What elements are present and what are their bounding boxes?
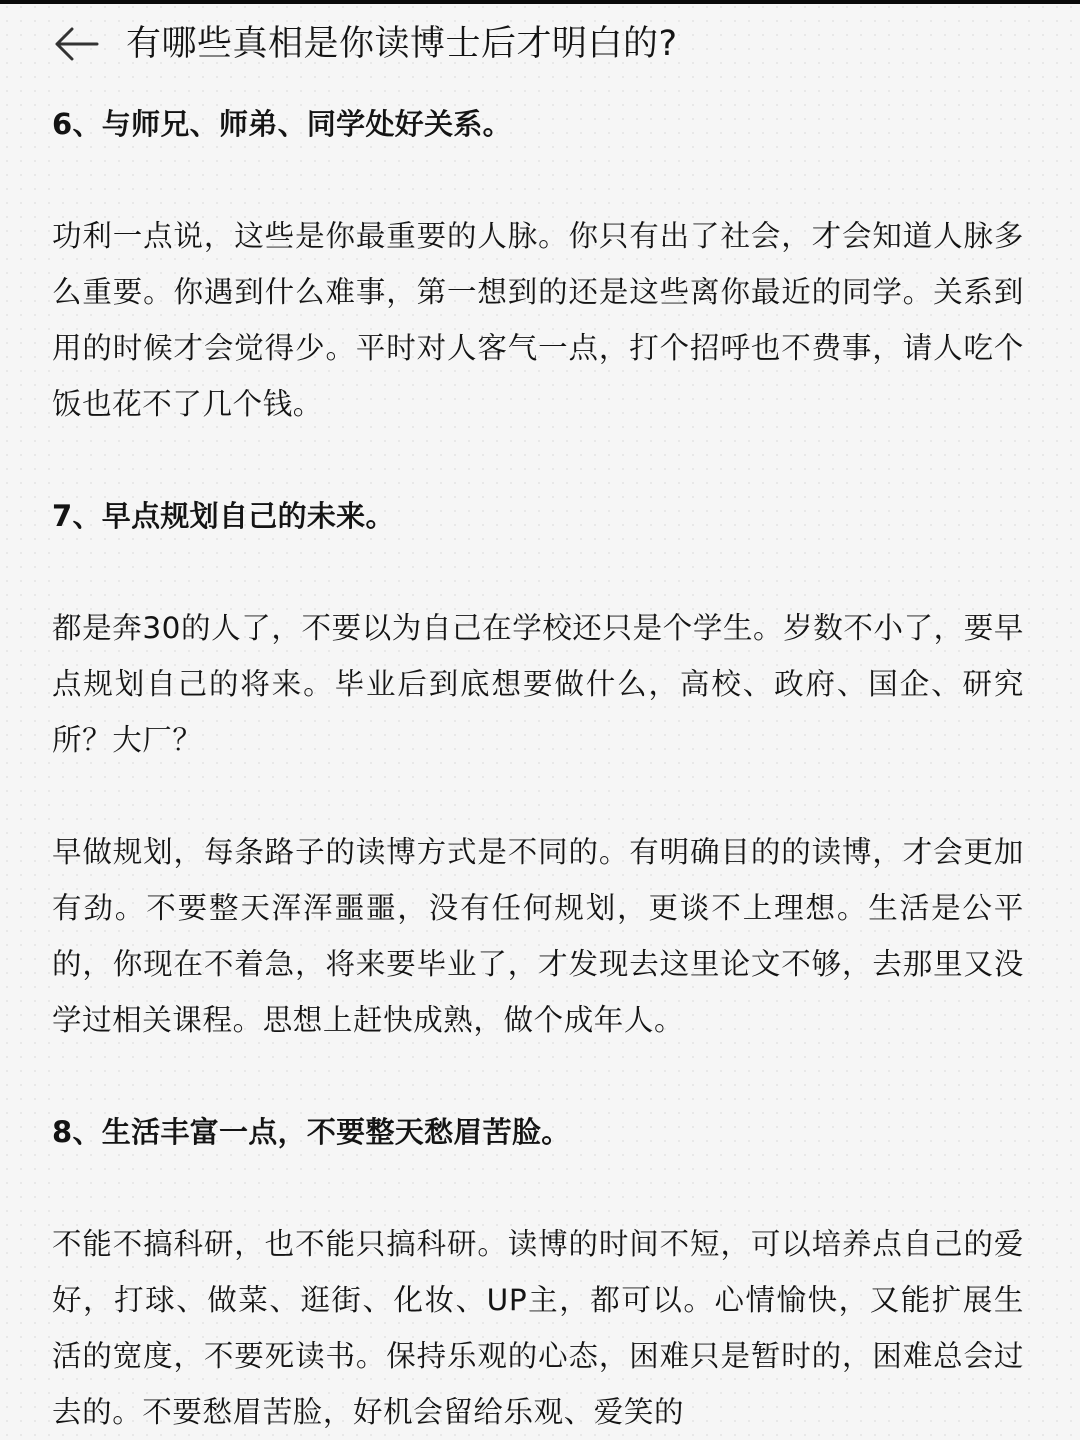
article-body xyxy=(52,96,1024,1440)
section-7-paragraph-1: 都是奔30的人了，不要以为自己在学校还只是个学生。岁数不小了，要早点规划自己的将来。毕业后到底想要做什么，高校、政府、国企、研究所？大厂？ xyxy=(52,611,1024,757)
section-heading-8: 8、生活丰富一点，不要整天愁眉苦脸。 xyxy=(52,1115,571,1149)
back-arrow-icon xyxy=(53,27,99,61)
section-6-paragraph-1: 功利一点说，这些是你最重要的人脉。你只有出了社会，才会知道人脉多么重要。你遇到什么难事，第一想到的还是这些离你最近的同学。关系到用的时候才会觉得少。平时对人客气一点，打个招呼也不费事，请人吃个饭也花不了几个钱。 xyxy=(52,219,1024,421)
top-bar xyxy=(0,4,1080,84)
section-8-paragraph-1: 不能不搞科研，也不能只搞科研。读博的时间不短，可以培养点自己的爱好，打球、做菜、逛街、化妆、UP主，都可以。心情愉快，又能扩展生活的宽度，不要死读书。保持乐观的心态，困难只是暂时的，困难总会过去的。不要愁眉苦脸，好机会留给乐观、爱笑的 xyxy=(52,1227,1024,1429)
section-heading-6: 6、与师兄、师弟、同学处好关系。 xyxy=(52,107,512,141)
section-heading-7: 7、早点规划自己的未来。 xyxy=(52,499,395,533)
page-title: 有哪些真相是你读博士后才明白的? xyxy=(126,24,678,64)
back-button[interactable] xyxy=(48,20,104,68)
section-7-paragraph-2: 早做规划，每条路子的读博方式是不同的。有明确目的的读博，才会更加有劲。不要整天浑浑噩噩，没有任何规划，更谈不上理想。生活是公平的，你现在不着急，将来要毕业了，才发现去这里论文不够，去那里又没学过相关课程。思想上赶快成熟，做个成年人。 xyxy=(52,835,1024,1037)
